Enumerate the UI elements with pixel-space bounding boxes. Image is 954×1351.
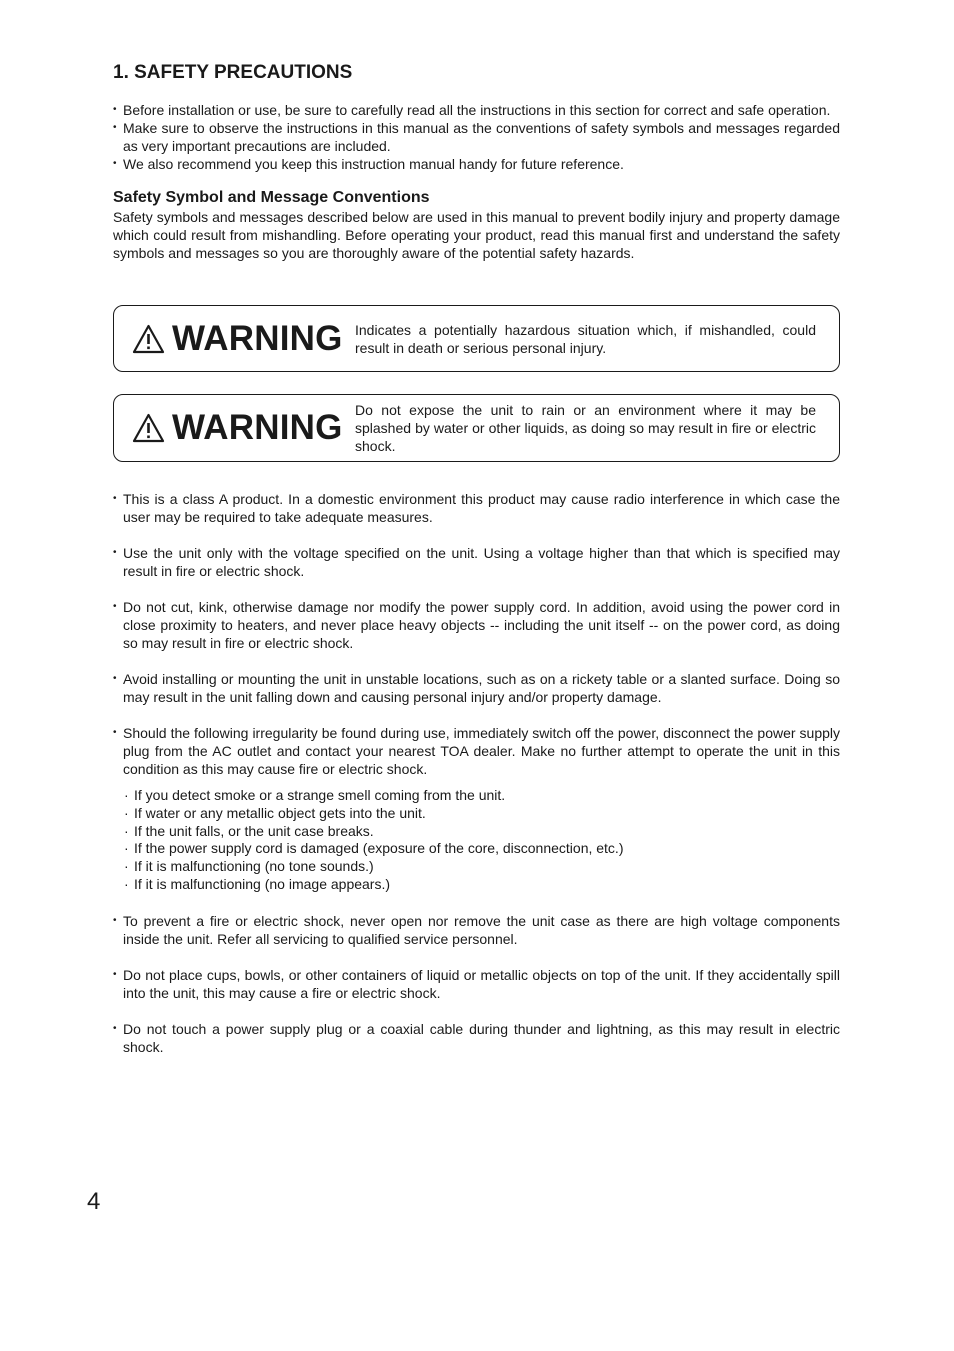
irregularity-item: · If it is malfunctioning (no tone sounds.) (123, 858, 840, 876)
warning-text: Indicates a potentially hazardous situation which, if mishandled, could result in death or serious personal injury. (355, 321, 816, 356)
rule-item: • Do not place cups, bowls, or other containers of liquid or metallic objects on top of the unit. If they accidentally spill into the unit, this may cause a fire or electric shock. (113, 966, 840, 1002)
warning-triangle-icon (132, 324, 165, 354)
rule-text: Should the following irregularity be found during use, immediately switch off the power, disconnect the power supply plug from the AC outlet and contact your nearest TOA dealer. Make no further attempt to operate the unit in this condition as this may cause fire or electric shock. (123, 725, 840, 777)
conventions-heading: Safety Symbol and Message Conventions (113, 189, 430, 206)
conventions-paragraph: Safety symbols and messages described below are used in this manual to prevent bodily injury and property damage which could result from mishandling. Before operating your product, read this manual first and understand the safety symbols and messages so you are thoroughly aware of the potential safety hazards. (113, 209, 840, 261)
warning-label (114, 410, 355, 446)
rule-item: • Use the unit only with the voltage specified on the unit. Using a voltage higher than that which is specified may result in fire or electric shock. (113, 544, 840, 580)
rule-item: • This is a class A product. In a domestic environment this product may cause radio interference in which case the user may be required to take adequate measures. (113, 490, 840, 526)
intro-bullet: • Make sure to observe the instructions in this manual as the conventions of safety symbols and messages regarded as very important precautions are included. (113, 119, 840, 155)
warning-word: WARNING (172, 318, 343, 358)
irregularity-item: · If you detect smoke or a strange smell coming from the unit. (123, 787, 840, 805)
intro-bullet: • Before installation or use, be sure to carefully read all the instructions in this section for correct and safe operation. (113, 101, 840, 119)
rule-item: • Do not cut, kink, otherwise damage nor modify the power supply cord. In addition, avoid using the power cord in close proximity to heaters, and never place heavy objects -- including the unit itself -- on the power cord, as doing so may result in fire or electric shock. (113, 598, 840, 652)
irregularity-item: · If it is malfunctioning (no image appears.) (123, 876, 840, 894)
irregularity-item: · If water or any metallic object gets into the unit. (123, 805, 840, 823)
page-number: 4 (87, 1188, 101, 1215)
rule-item-irregularity (113, 724, 840, 894)
irregularity-item: · If the unit falls, or the unit case breaks. (123, 823, 840, 841)
irregularity-item: · If the power supply cord is damaged (exposure of the core, disconnection, etc.) (123, 840, 840, 858)
warning-text: Do not expose the unit to rain or an environment where it may be splashed by water or other liquids, as doing so may result in fire or electric shock. (355, 402, 816, 454)
safety-precautions-page (113, 62, 840, 1074)
intro-bullet: • We also recommend you keep this instruction manual handy for future reference. (113, 155, 840, 173)
warning-rules-list (113, 490, 840, 1056)
irregularity-list (123, 787, 840, 894)
rule-item: • Avoid installing or mounting the unit in unstable locations, such as on a rickety table or a slanted surface. Doing so may result in the unit falling down and causing personal injury and/or property damage. (113, 670, 840, 706)
rule-item: • To prevent a fire or electric shock, never open nor remove the unit case as there are high voltage components inside the unit. Refer all servicing to qualified service personnel. (113, 912, 840, 948)
rule-item: • Do not touch a power supply plug or a coaxial cable during thunder and lightning, as this may result in electric shock. (113, 1020, 840, 1056)
warning-box-definition (113, 305, 840, 372)
warning-box-water (113, 394, 840, 462)
page-title: 1. SAFETY PRECAUTIONS (113, 62, 353, 83)
warning-label (114, 318, 355, 358)
warning-word: WARNING (172, 408, 343, 447)
intro-bullet-list (113, 101, 840, 173)
warning-triangle-icon (132, 413, 165, 443)
